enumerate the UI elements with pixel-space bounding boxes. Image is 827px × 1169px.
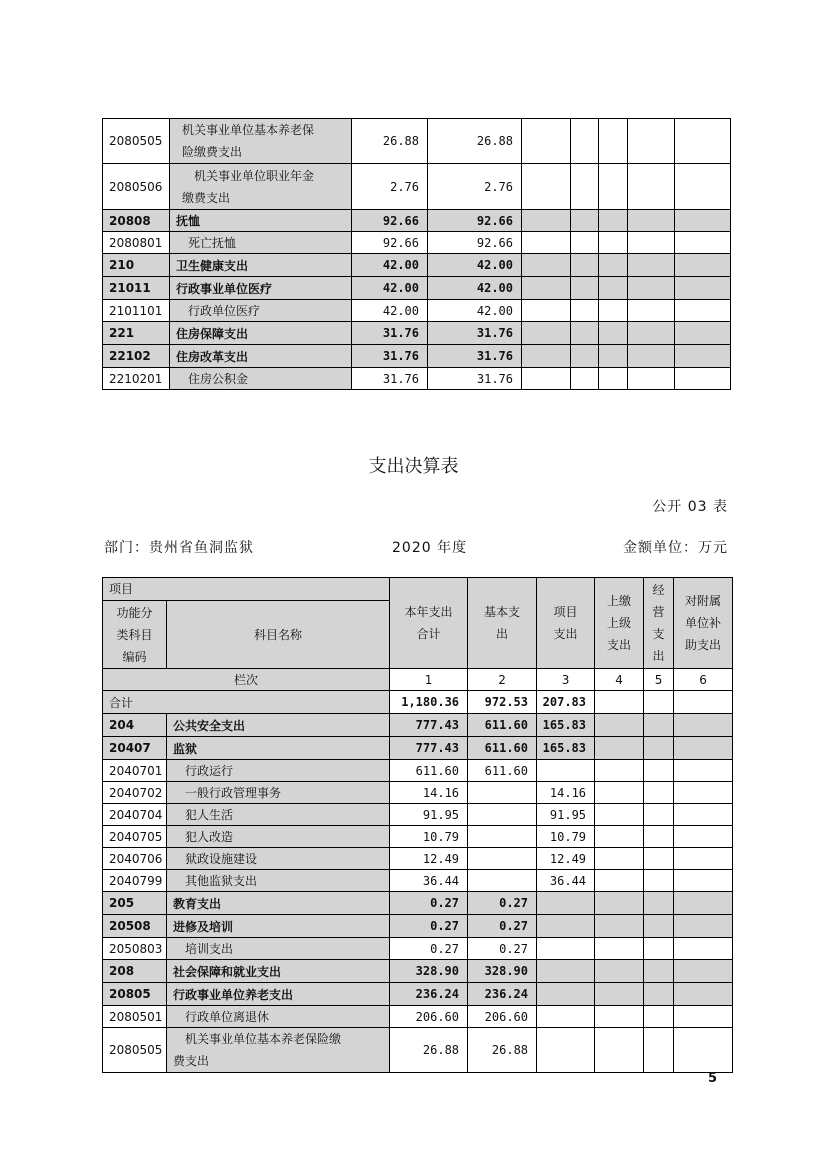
total-cell: 236.24 (390, 983, 468, 1006)
total-cell: 0.27 (390, 915, 468, 938)
table-row (103, 960, 733, 983)
table-row (103, 714, 733, 737)
header-col5: 经营支出 (644, 578, 674, 669)
empty-cell (674, 915, 733, 938)
page-number: 5 (707, 1071, 717, 1086)
header-col1: 本年支出合计 (390, 578, 468, 669)
basic-cell: 0.27 (468, 915, 537, 938)
table-row (103, 848, 733, 870)
unit-label: 金额单位：万元 (623, 540, 728, 556)
code-cell: 2040701 (103, 760, 167, 782)
table-row (103, 300, 731, 322)
basic-cell: 42.00 (428, 300, 522, 322)
empty-cell (674, 870, 733, 892)
basic-cell: 42.00 (428, 277, 522, 300)
table-row (103, 938, 733, 960)
basic-cell: 92.66 (428, 232, 522, 254)
basic-cell: 206.60 (468, 1006, 537, 1028)
basic-cell: 611.60 (468, 760, 537, 782)
project-cell: 91.95 (537, 804, 595, 826)
basic-cell (468, 826, 537, 848)
empty-cell (644, 826, 674, 848)
code-cell: 208 (103, 960, 167, 983)
project-cell (537, 1006, 595, 1028)
name-cell: 卫生健康支出 (170, 254, 352, 277)
code-cell: 2040799 (103, 870, 167, 892)
total-cell: 42.00 (352, 254, 428, 277)
total-cell: 206.60 (390, 1006, 468, 1028)
continuation-table (102, 118, 731, 390)
code-cell: 20508 (103, 915, 167, 938)
basic-cell: 611.60 (468, 737, 537, 760)
name-cell: 抚恤 (170, 210, 352, 232)
name-cell: 教育支出 (167, 892, 390, 915)
name-cell: 犯人生活 (167, 804, 390, 826)
table-row (103, 232, 731, 254)
project-cell: 36.44 (537, 870, 595, 892)
total-cell: 14.16 (390, 782, 468, 804)
name-cell: 监狱 (167, 737, 390, 760)
year-label: 2020 年度 (392, 540, 468, 556)
name-cell: 机关事业单位职业年金 缴费支出 (170, 164, 352, 210)
table-code: 公开 03 表 (652, 499, 728, 515)
empty-cell (644, 960, 674, 983)
total-cell: 12.49 (390, 848, 468, 870)
empty-cell (595, 782, 644, 804)
name-cell: 机关事业单位基本养老保险缴 费支出 (167, 1028, 390, 1073)
total-cell: 91.95 (390, 804, 468, 826)
empty-cell (644, 938, 674, 960)
basic-cell: 31.76 (428, 322, 522, 345)
project-cell (537, 1028, 595, 1073)
code-cell: 2080505 (103, 119, 170, 164)
empty-cell (644, 892, 674, 915)
empty-cell (644, 915, 674, 938)
empty-cell (595, 714, 644, 737)
name-cell: 行政运行 (167, 760, 390, 782)
code-cell: 205 (103, 892, 167, 915)
table-row (103, 368, 731, 390)
empty-cell (595, 892, 644, 915)
table-row (103, 782, 733, 804)
basic-cell: 236.24 (468, 983, 537, 1006)
empty-cell (644, 737, 674, 760)
table-row (103, 1028, 733, 1073)
empty-cell (644, 782, 674, 804)
empty-cell (595, 870, 644, 892)
empty-cell (644, 760, 674, 782)
empty-cell (595, 848, 644, 870)
empty-cell (674, 714, 733, 737)
empty-cell (644, 848, 674, 870)
code-cell: 2080801 (103, 232, 170, 254)
table-row (103, 210, 731, 232)
name-cell: 住房公积金 (170, 368, 352, 390)
basic-cell: 42.00 (428, 254, 522, 277)
name-cell: 一般行政管理事务 (167, 782, 390, 804)
name-cell: 社会保障和就业支出 (167, 960, 390, 983)
total-cell: 2.76 (352, 164, 428, 210)
code-cell: 20808 (103, 210, 170, 232)
project-cell: 12.49 (537, 848, 595, 870)
basic-cell (468, 848, 537, 870)
total-cell: 777.43 (390, 737, 468, 760)
empty-cell (595, 915, 644, 938)
code-cell: 2080505 (103, 1028, 167, 1073)
table-row (103, 915, 733, 938)
basic-cell: 0.27 (468, 938, 537, 960)
code-cell: 204 (103, 714, 167, 737)
header-col3: 项目支出 (537, 578, 595, 669)
table-row (103, 345, 731, 368)
table-row (103, 737, 733, 760)
name-cell: 培训支出 (167, 938, 390, 960)
basic-cell: 92.66 (428, 210, 522, 232)
basic-cell: 972.53 (468, 691, 537, 714)
col-number: 5 (644, 669, 674, 691)
name-cell: 其他监狱支出 (167, 870, 390, 892)
total-cell: 26.88 (352, 119, 428, 164)
expenditure-table (102, 577, 733, 1073)
empty-cell (674, 960, 733, 983)
header-subject-name: 科目名称 (167, 601, 390, 669)
code-cell: 2040704 (103, 804, 167, 826)
empty-cell (674, 983, 733, 1006)
empty-cell (674, 1028, 733, 1073)
empty-cell (644, 1006, 674, 1028)
name-cell: 狱政设施建设 (167, 848, 390, 870)
code-cell: 2040702 (103, 782, 167, 804)
total-row (103, 691, 733, 714)
empty-cell (595, 1006, 644, 1028)
empty-cell (674, 1006, 733, 1028)
basic-cell: 2.76 (428, 164, 522, 210)
empty-cell (595, 760, 644, 782)
empty-cell (674, 826, 733, 848)
name-cell: 行政事业单位医疗 (170, 277, 352, 300)
code-cell: 2040706 (103, 848, 167, 870)
basic-cell: 328.90 (468, 960, 537, 983)
project-cell (537, 892, 595, 915)
basic-cell (468, 804, 537, 826)
empty-cell (674, 892, 733, 915)
header-func-code: 功能分类科目编码 (103, 601, 167, 669)
basic-cell: 26.88 (468, 1028, 537, 1073)
total-cell: 0.27 (390, 938, 468, 960)
code-cell: 2050803 (103, 938, 167, 960)
code-cell: 2210201 (103, 368, 170, 390)
empty-cell (595, 983, 644, 1006)
name-cell: 公共安全支出 (167, 714, 390, 737)
project-cell: 10.79 (537, 826, 595, 848)
table-row (103, 277, 731, 300)
total-cell: 31.76 (352, 368, 428, 390)
project-cell (537, 915, 595, 938)
basic-cell (468, 870, 537, 892)
total-cell: 611.60 (390, 760, 468, 782)
table-row (103, 870, 733, 892)
code-cell: 20805 (103, 983, 167, 1006)
code-cell: 22102 (103, 345, 170, 368)
name-cell: 行政事业单位养老支出 (167, 983, 390, 1006)
code-cell: 2080506 (103, 164, 170, 210)
col-number: 6 (674, 669, 733, 691)
basic-cell: 31.76 (428, 345, 522, 368)
project-cell (537, 983, 595, 1006)
name-cell: 机关事业单位基本养老保 险缴费支出 (170, 119, 352, 164)
total-cell: 31.76 (352, 345, 428, 368)
total-cell: 10.79 (390, 826, 468, 848)
total-cell: 42.00 (352, 300, 428, 322)
empty-cell (644, 870, 674, 892)
total-cell: 0.27 (390, 892, 468, 915)
table-row (103, 322, 731, 345)
name-cell: 犯人改造 (167, 826, 390, 848)
empty-cell (595, 737, 644, 760)
header-item: 项目 (103, 578, 390, 601)
department-label: 部门：贵州省鱼洞监狱 (104, 540, 254, 556)
project-cell (537, 760, 595, 782)
code-cell: 221 (103, 322, 170, 345)
project-cell: 14.16 (537, 782, 595, 804)
total-cell: 92.66 (352, 210, 428, 232)
header-col4: 上缴上级支出 (595, 578, 644, 669)
total-cell: 328.90 (390, 960, 468, 983)
empty-cell (674, 782, 733, 804)
column-number-row (103, 669, 733, 691)
empty-cell (674, 848, 733, 870)
code-cell: 2101101 (103, 300, 170, 322)
name-cell: 行政单位离退休 (167, 1006, 390, 1028)
project-cell (537, 960, 595, 983)
empty-cell (674, 760, 733, 782)
row-label: 栏次 (103, 669, 390, 691)
header-row (103, 578, 733, 601)
empty-cell (595, 1028, 644, 1073)
code-cell: 21011 (103, 277, 170, 300)
empty-cell (644, 714, 674, 737)
table-row (103, 804, 733, 826)
name-cell: 住房改革支出 (170, 345, 352, 368)
table-row (103, 119, 731, 164)
code-cell: 210 (103, 254, 170, 277)
code-cell: 2080501 (103, 1006, 167, 1028)
table-row (103, 892, 733, 915)
empty-cell (674, 737, 733, 760)
empty-cell (674, 804, 733, 826)
name-cell: 行政单位医疗 (170, 300, 352, 322)
project-cell: 165.83 (537, 737, 595, 760)
code-cell: 2040705 (103, 826, 167, 848)
total-cell: 92.66 (352, 232, 428, 254)
empty-cell (644, 804, 674, 826)
project-cell: 165.83 (537, 714, 595, 737)
table-row (103, 164, 731, 210)
basic-cell: 611.60 (468, 714, 537, 737)
empty-cell (595, 804, 644, 826)
basic-cell (468, 782, 537, 804)
total-cell: 31.76 (352, 322, 428, 345)
col-number: 4 (595, 669, 644, 691)
name-cell: 进修及培训 (167, 915, 390, 938)
name-cell: 住房保障支出 (170, 322, 352, 345)
empty-cell (644, 983, 674, 1006)
code-cell: 20407 (103, 737, 167, 760)
total-cell: 1,180.36 (390, 691, 468, 714)
table-row (103, 254, 731, 277)
total-label: 合计 (103, 691, 390, 714)
total-cell: 42.00 (352, 277, 428, 300)
basic-cell: 26.88 (428, 119, 522, 164)
total-cell: 26.88 (390, 1028, 468, 1073)
empty-cell (595, 938, 644, 960)
project-cell: 207.83 (537, 691, 595, 714)
empty-cell (644, 1028, 674, 1073)
header-col2: 基本支出 (468, 578, 537, 669)
empty-cell (595, 826, 644, 848)
total-cell: 36.44 (390, 870, 468, 892)
page-title: 支出决算表 (368, 456, 459, 477)
header-col6: 对附属单位补助支出 (674, 578, 733, 669)
project-cell (537, 938, 595, 960)
total-cell: 777.43 (390, 714, 468, 737)
table-row (103, 760, 733, 782)
name-cell: 死亡抚恤 (170, 232, 352, 254)
col-number: 1 (390, 669, 468, 691)
table-row (103, 826, 733, 848)
basic-cell: 31.76 (428, 368, 522, 390)
col-number: 3 (537, 669, 595, 691)
col-number: 2 (468, 669, 537, 691)
empty-cell (674, 938, 733, 960)
table-row (103, 1006, 733, 1028)
empty-cell (595, 960, 644, 983)
basic-cell: 0.27 (468, 892, 537, 915)
table-row (103, 983, 733, 1006)
